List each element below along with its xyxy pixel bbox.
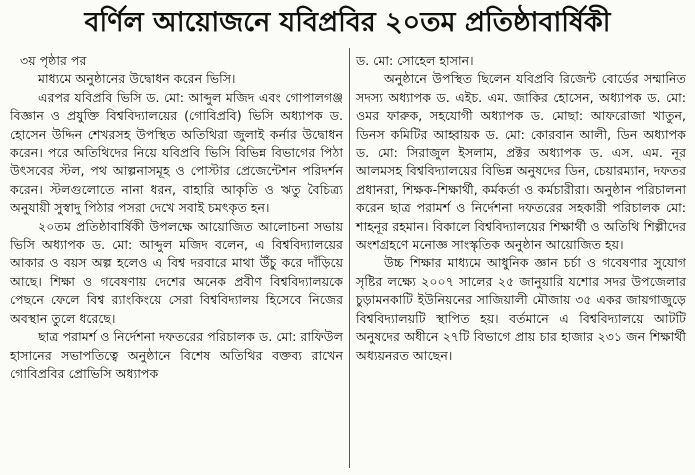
left-column: [10, 52, 343, 383]
right-column: [356, 52, 686, 365]
article-paragraph: মাধ্যমে অনুষ্ঠানের উদ্বোধন করেন ভিসি।: [38, 71, 236, 87]
article-paragraph: অনুষ্ঠানে উপস্থিত ছিলেন যবিপ্রবি রিজেন্ট বোর্ডের সম্মানিত সদস্য অধ্যাপক ড. এইচ. এম. জাকির হোসেন, অধ্যাপক ড. মো: ওমর ফারুক, সহযোগী অধ্যাপক ড. মোছা: আফরোজা খাতুন, ডিনস কমিটির আহ্বায়ক ড. মো: কোরবান আলী, ডিন অধ্যাপক ড. মো: সিরাজুল ইসলাম, প্রক্টর অধ্যাপক ড. এস. এম. নূর আলমসহ বিশ্ববিদ্যালয়ের বিভিন্ন অনুষদের ডিন, চেয়ারম্যান, দফতর প্রধানরা, শিক্ষক-শিক্ষার্থী, কর্মকর্তা ও কর্মচারীরা। অনুষ্ঠান পরিচালনা করেন ছাত্র পরামর্শ ও নির্দেশনা দফতরের সহকারী পরিচালক মো: শাহনূর রহমান। বিকালে বিশ্ববিদ্যালয়ের শিক্ষার্থী ও অতিথি শিল্পীদের অংশগ্রহণে মনোজ্ঞ সাংস্কৃতিক অনুষ্ঠান আয়োজিত হয়।: [356, 71, 686, 253]
article-paragraph: ড. মো: সোহেল হাসান।: [356, 53, 474, 68]
headline: বর্ণিল আয়োজনে যবিপ্রবির ২০তম প্রতিষ্ঠাবার্ষিকী: [84, 7, 611, 38]
article-paragraph: উচ্চ শিক্ষার মাধ্যমে আধুনিক জ্ঞান চর্চা ও গবেষণার সুযোগ সৃষ্টির লক্ষ্যে ২০০৭ সালের ২৫ জানুয়ারি যশোর সদর উপজেলার চুড়ামনকাটি ইউনিয়নের সাজিয়ালী মৌজায় ৩৫ একর জায়গাজুড়ে বিশ্ববিদ্যালয়টি স্থাপিত হয়। বর্তমানে এ বিশ্ববিদ্যালয়ে আটটি অনুষদের অধীনে ২৭টি বিভাগে প্রায় চার হাজার ২৩১ জন শিক্ষার্থী অধ্যয়নরত আছেন।: [356, 255, 686, 363]
article-paragraph: ছাত্র পরামর্শ ও নির্দেশনা দফতরের পরিচালক ড. মো: রাফিউল হাসানের সভাপতিত্বে অনুষ্ঠানে বিশেষ অতিথির বক্তব্য রাখেন গোবিপ্রবির প্রোভিসি অধ্যাপক: [10, 329, 343, 381]
article-paragraph: এরপর যবিপ্রবি ভিসি ড. মো: আব্দুল মজিদ এবং গোপালগঞ্জ বিজ্ঞান ও প্রযুক্তি বিশ্ববিদ্যালয়ের (গোবিপ্রবি) ভিসি অধ্যাপক ড. হোসেন উদ্দিন শেখরসহ উপস্থিত অতিথিরা জুলাই কর্নার উদ্বোধন করেন। পরে অতিথিদের নিয়ে যবিপ্রবি ভিসি বিভিন্ন বিভাগের পিঠা উৎসবের স্টল, পথ আল্পনাসমূহ ও পোস্টার প্রেজেন্টেশন পরিদর্শন করেন। স্টলগুলোতে নানা ধরন, বাহারি আকৃতি ও ঋতু বৈচিত্র্য অনুযায়ী সুস্বাদু পিঠার পসরা দেখে সবাই চমৎকৃত হন।: [10, 89, 343, 216]
article-paragraph: ২০তম প্রতিষ্ঠাবার্ষিকী উপলক্ষে আয়োজিত আলোচনা সভায় ভিসি অধ্যাপক ড. মো: আব্দুল মজিদ বলেন, এ বিশ্ববিদ্যালয়ের আকার ও বয়স অল্প হলেও এ বিশ্ব দরবারে মাথা উঁচু করে দাঁড়িয়ে আছে। শিক্ষা ও গবেষণায় দেশের অনেক প্রবীণ বিশ্ববিদ্যালয়কে পেছনে ফেলে বিশ্ব র‍্যাংকিংয়ে সেরা বিশ্ববিদ্যালয় হিসেবে নিজের অবস্থান তুলে ধরেছে।: [10, 218, 343, 326]
jump-line: ৩য় পৃষ্ঠার পর: [20, 53, 87, 68]
column-divider: [349, 48, 350, 468]
